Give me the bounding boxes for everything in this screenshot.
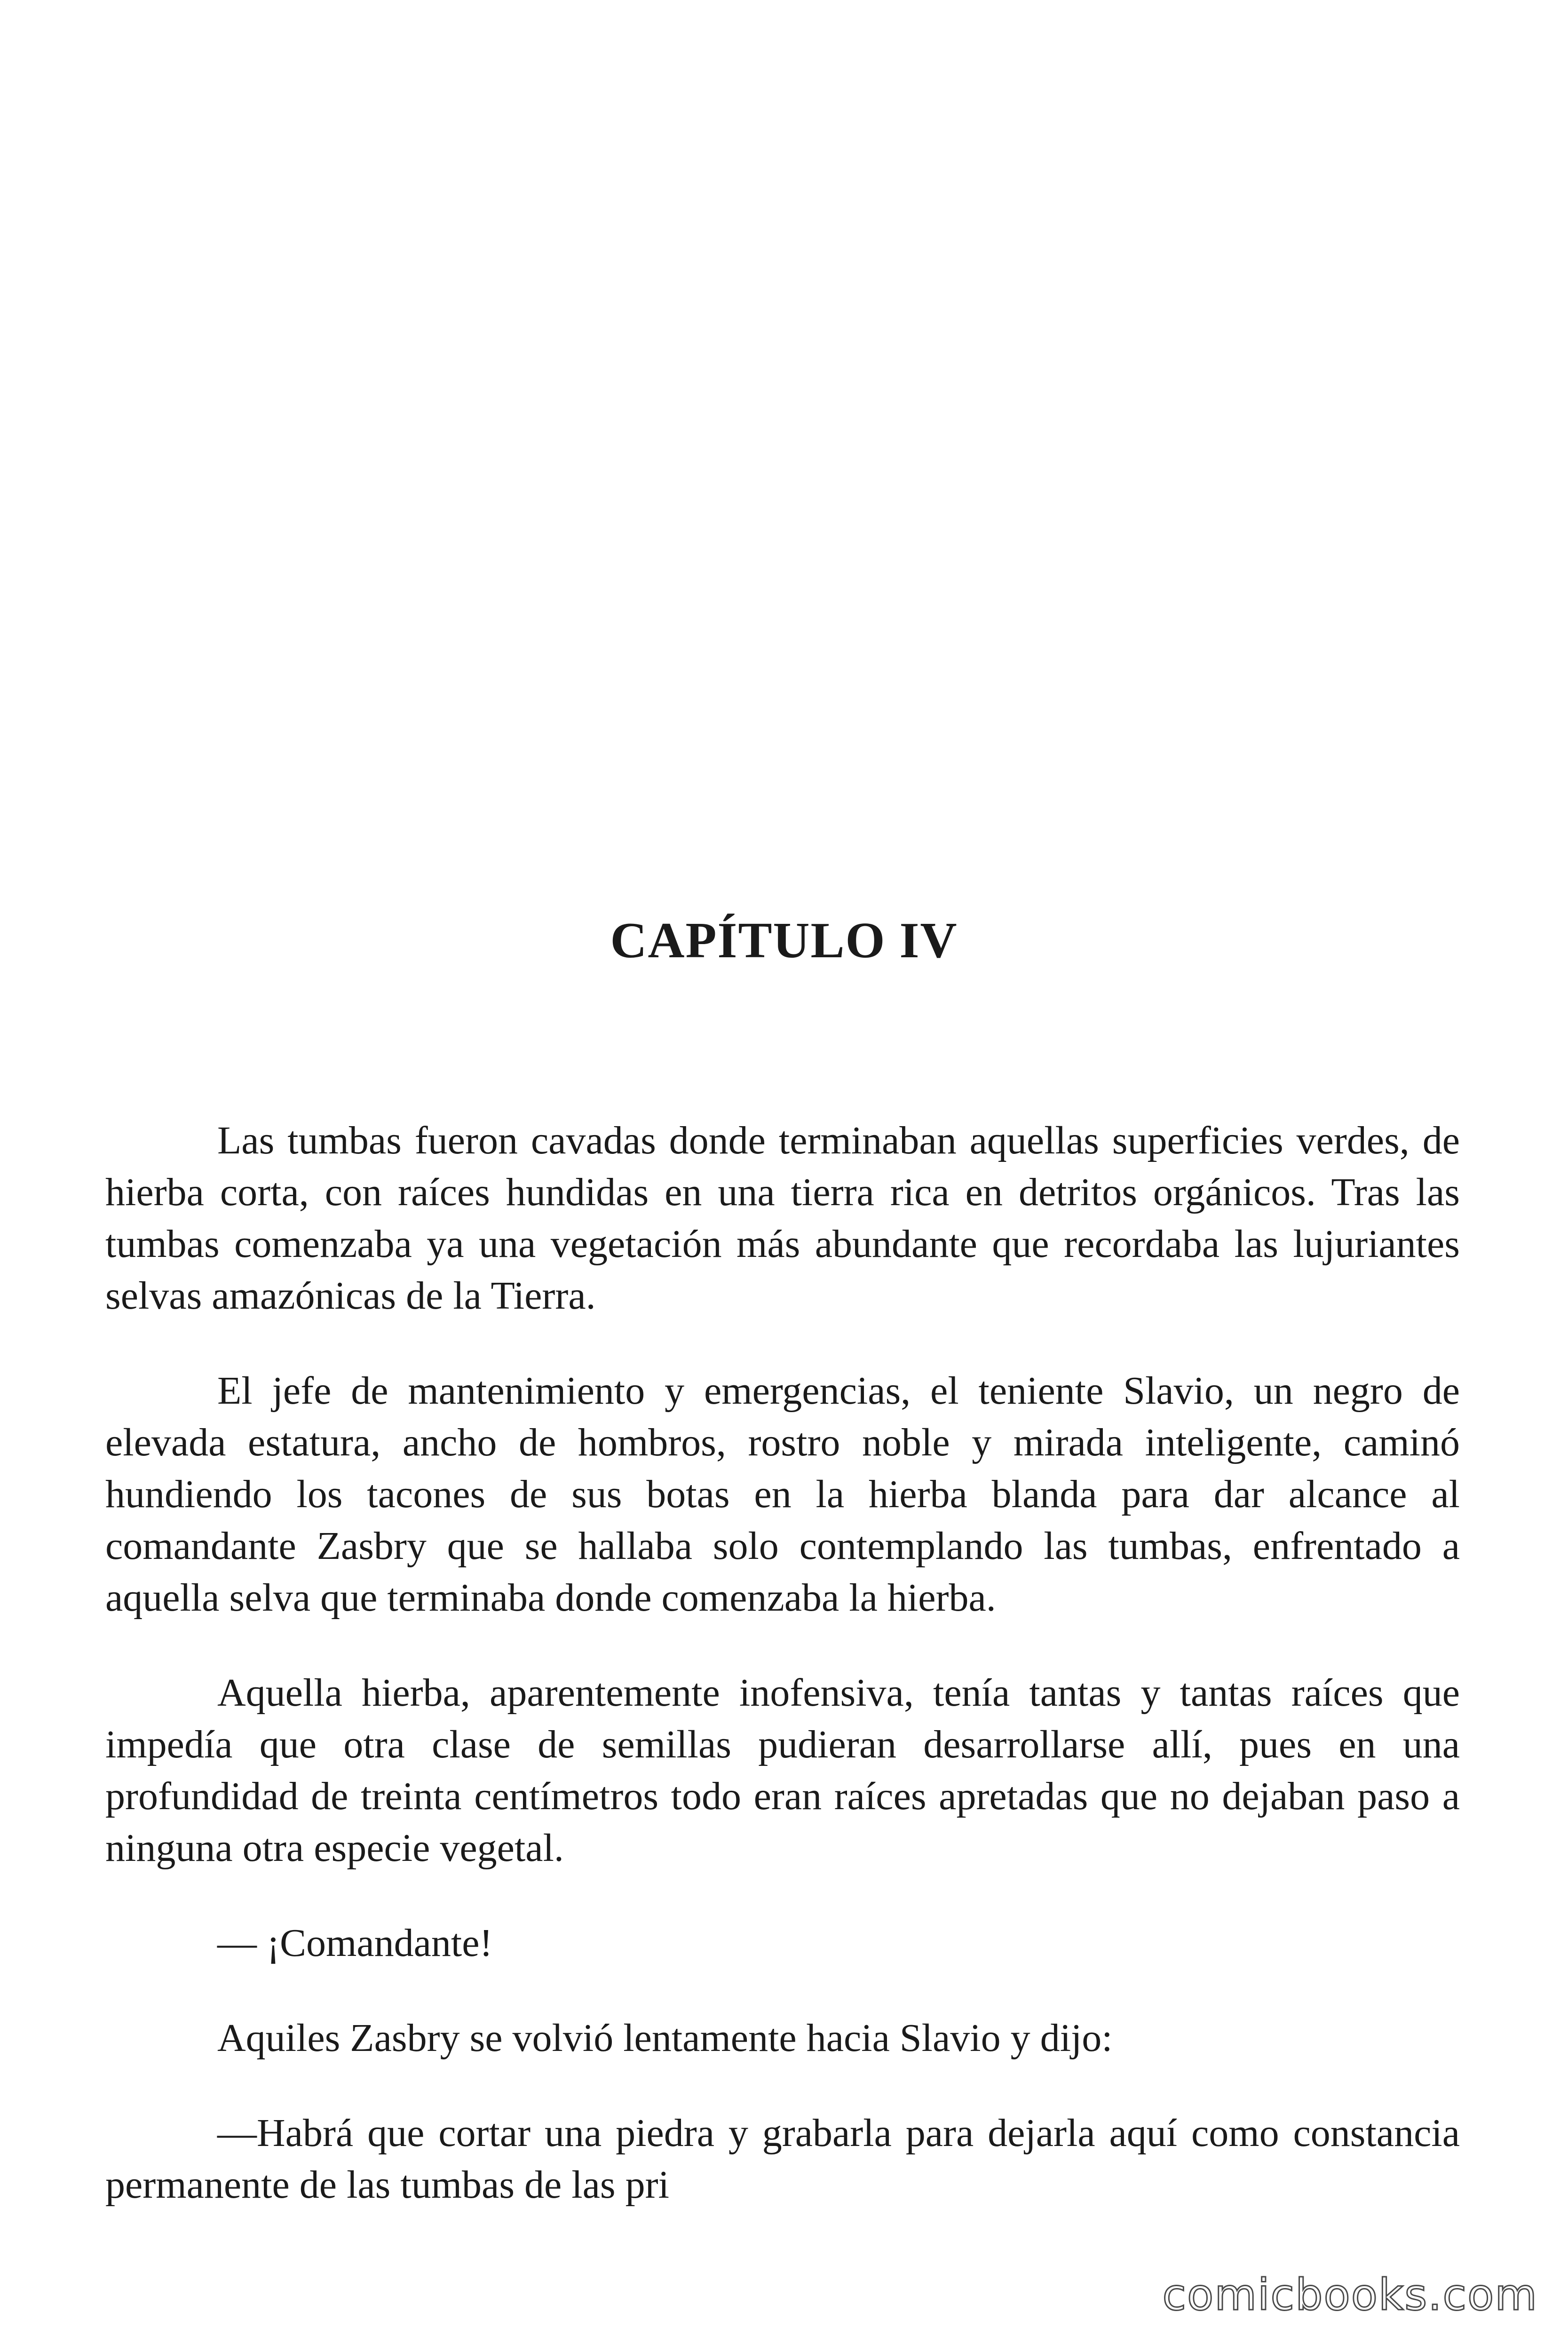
dialogue-line-2: —Habrá que cortar una piedra y grabarla para dejarla aquí como constancia permanente de las tumbas de las pri	[105, 2111, 1460, 2207]
paragraph-3: Aquella hierba, aparentemente inofensiva, tenía tantas y tantas raíces que impedía que otra clase de semillas pudieran desarrollarse allí, pues en una profundidad de treinta centímetros todo eran raíces apretadas que no dejaban paso a ninguna otra especie vegetal.	[105, 1671, 1460, 1870]
dialogue-line-1: — ¡Comandante!	[217, 1921, 493, 1965]
paragraph-1: Las tumbas fueron cavadas donde terminaban aquellas superficies verdes, de hierba corta, con raíces hundidas en una tierra rica en detritos orgánicos. Tras las tumbas comenzaba ya una vegetación más abundante que recordaba las lujuriantes selvas amazónicas de la Tierra.	[105, 1119, 1460, 1318]
paragraph-2: El jefe de mantenimiento y emergencias, el teniente Slavio, un negro de elevada estatura, ancho de hombros, rostro noble y mirada inteligente, caminó hundiendo los tacones de sus botas en la hierba blanda para dar alcance al comandante Zasbry que se hallaba solo contemplando las tumbas, enfrentado a aquella selva que terminaba donde comenzaba la hierba.	[105, 1369, 1460, 1620]
narration-line: Aquiles Zasbry se volvió lentamente hacia Slavio y dijo:	[217, 2016, 1113, 2060]
chapter-title: CAPÍTULO IV	[610, 913, 958, 969]
chapter-body	[105, 1115, 1460, 2211]
watermark-logo: comicbooks.com	[1162, 2270, 1538, 2320]
